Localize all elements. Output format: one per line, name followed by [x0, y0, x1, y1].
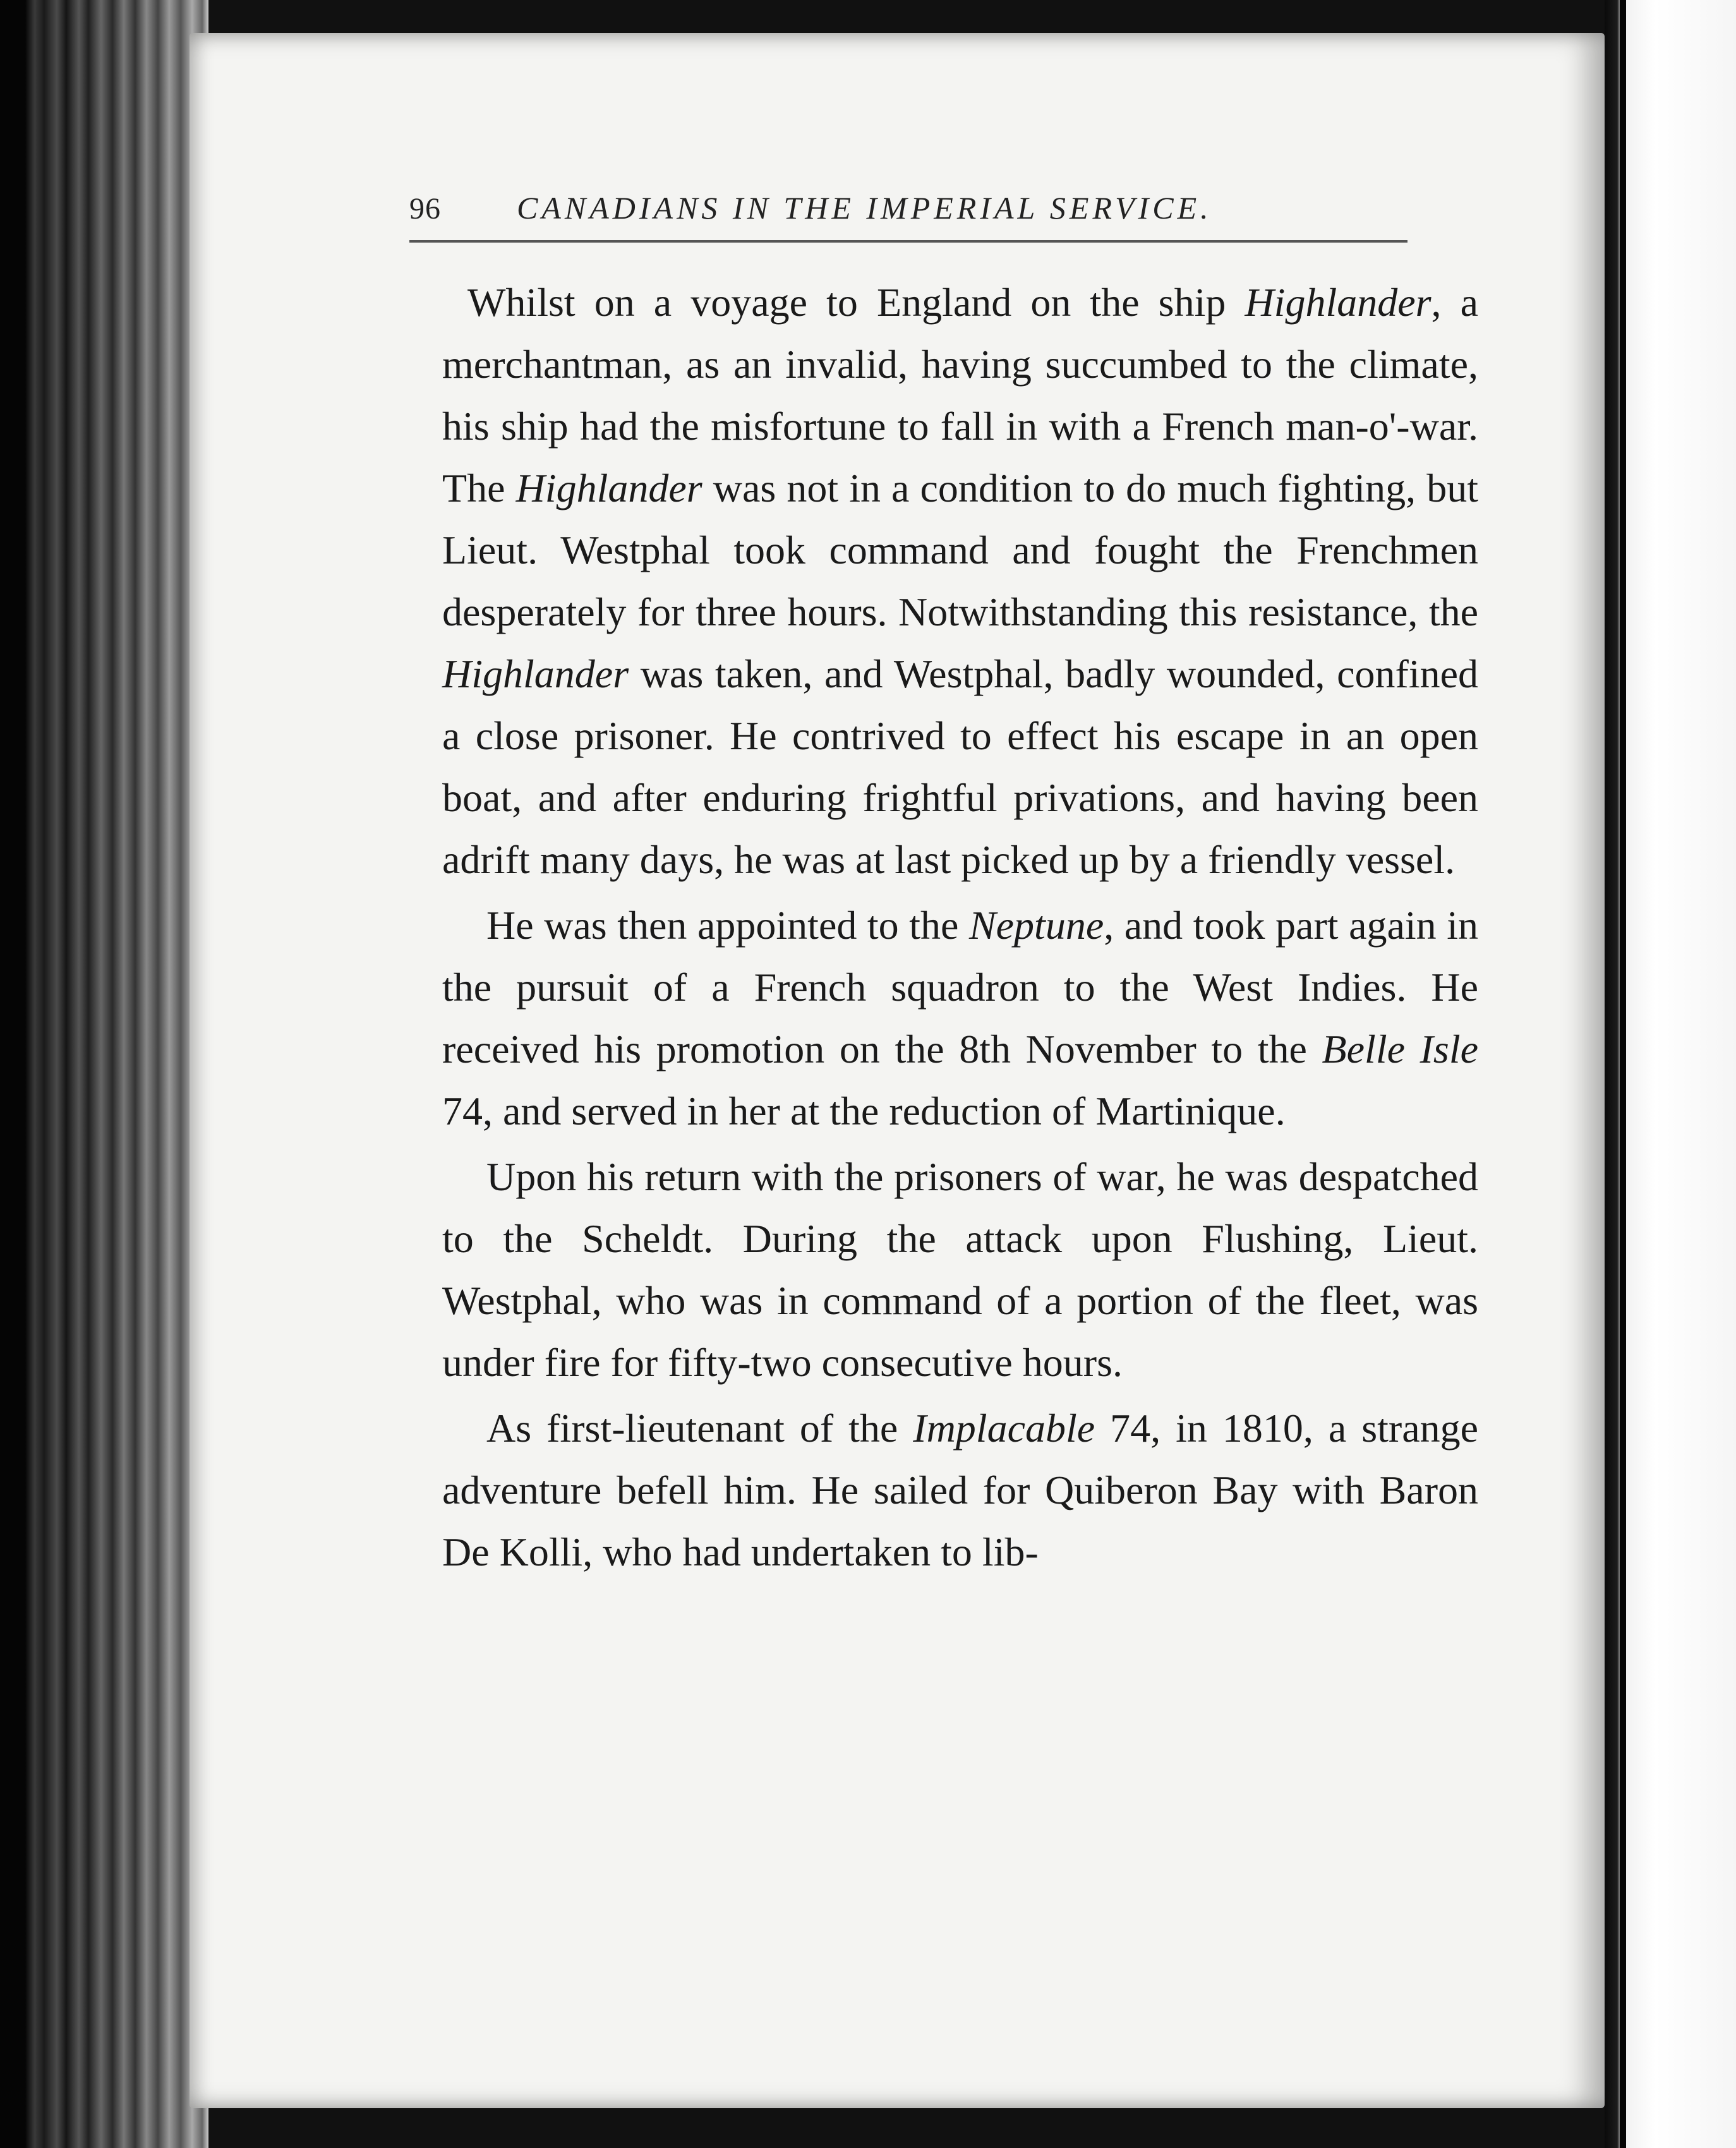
- text-segment: He was then appointed to the: [486, 903, 969, 948]
- paragraph-4: [442, 1397, 1478, 1583]
- text-segment: was not in a condition to do much fighting, but Lieut. Westphal took command and fought the Frenchmen desperately for three hours. Notwithstanding this resistance, the: [442, 466, 1479, 634]
- body-text: [442, 272, 1478, 1587]
- paragraph-3: [442, 1146, 1478, 1394]
- text-segment: was taken, and Westphal, badly wounded, confined a close prisoner. He contrived to effect his escape in an open boat, and after enduring frightful privations, and having been adrift many days, he was at last picked up by a friendly vessel.: [442, 651, 1478, 882]
- facing-page-edge: [1605, 0, 1736, 2148]
- ship-name: Neptune: [968, 903, 1104, 948]
- running-head: [409, 190, 1402, 240]
- text-segment: , a merchantman, as an invalid, having succumbed to the climate, his ship had the misfortune to fall in with a French man-o'-war. The: [442, 280, 1479, 510]
- gutter-shadow: [1620, 0, 1626, 2148]
- text-segment: Upon his return with the prisoners of war, he was despatched to the Scheldt. During the attack upon Flushing, Lieut. Westphal, who was in command of a portion of the fleet, was under fire for fifty-two consecutive hours.: [442, 1154, 1478, 1385]
- paragraph-1: [442, 272, 1478, 891]
- text-segment: Whilst on a voyage to England on the ship: [467, 280, 1245, 325]
- text-segment: , and took part again in the pursuit of a French squadron to the West Indies. He received his promotion on the 8th November to the: [442, 903, 1479, 1071]
- ship-name: Belle Isle: [1322, 1027, 1479, 1071]
- ship-name: Highlander: [442, 651, 629, 696]
- page-number: 96: [409, 192, 441, 226]
- ship-name: Highlander: [1245, 280, 1432, 325]
- paragraph-2: [442, 895, 1478, 1142]
- text-segment: 74, in 1810, a strange adventure befell him. He sailed for Quiberon Bay with Baron De Kolli, who had undertaken to lib-: [442, 1406, 1478, 1574]
- text-segment: 74, and served in her at the reduction of Martinique.: [442, 1089, 1286, 1133]
- book-page-stack: [0, 0, 208, 2148]
- text-segment: As first-lieutenant of the: [486, 1406, 913, 1451]
- ship-name: Implacable: [913, 1406, 1095, 1451]
- ship-name: Highlander: [515, 466, 702, 510]
- header-rule: [409, 240, 1407, 243]
- running-title: CANADIANS IN THE IMPERIAL SERVICE.: [517, 190, 1212, 226]
